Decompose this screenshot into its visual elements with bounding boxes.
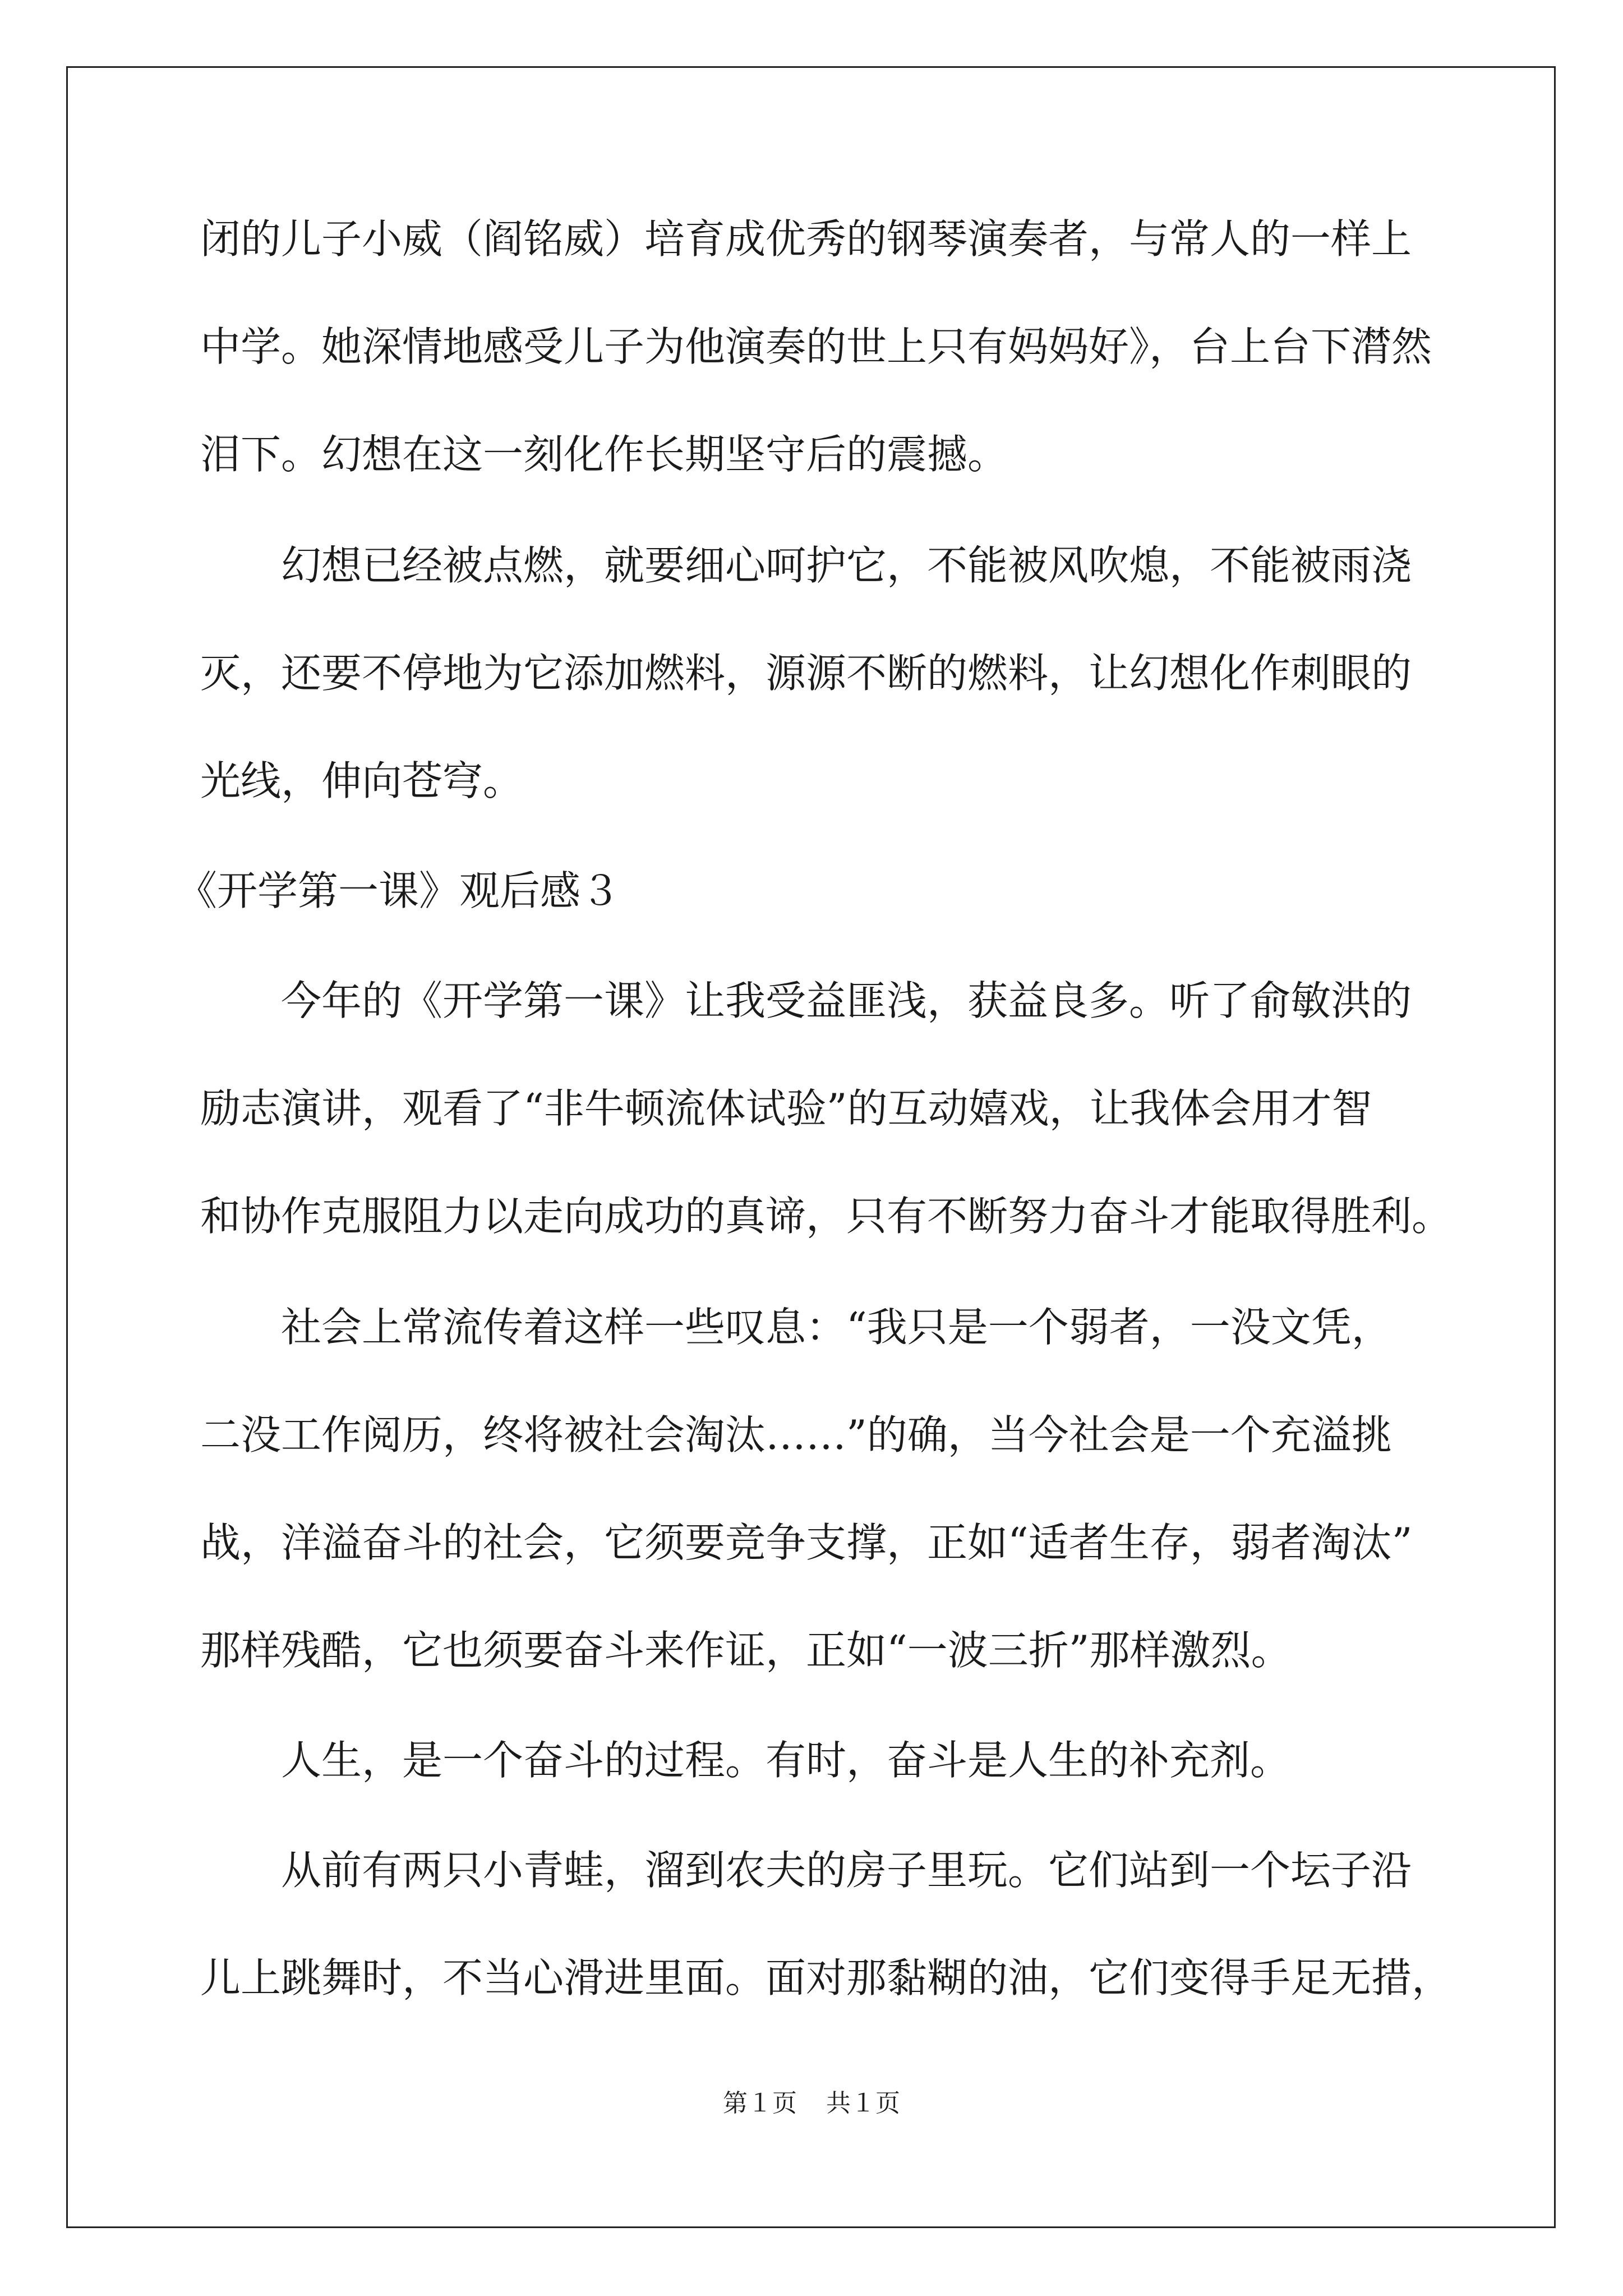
total-pages: 共１页 <box>826 2089 900 2118</box>
section-heading: 《开学第一课》观后感３ <box>177 867 621 914</box>
text-line: 光线，伸向苍穹。 <box>200 757 524 804</box>
text-line: 战，洋溢奋斗的社会，它须要竞争支撑，正如“适者生存，弱者淘汰” <box>200 1519 1413 1566</box>
page-number: 第１页 <box>723 2089 797 2118</box>
text-line: 灭，还要不停地为它添加燃料，源源不断的燃料，让幻想化作刺眼的 <box>200 650 1412 697</box>
text-line: 励志演讲，观看了“非牛顿流体试验”的互动嬉戏，让我体会用才智 <box>200 1085 1372 1132</box>
page-border <box>66 66 1556 2228</box>
paragraph-start-line: 从前有两只小青蛙，溜到农夫的房子里玩。它们站到一个坛子沿 <box>281 1847 1412 1894</box>
paragraph-start-line: 人生，是一个奋斗的过程。有时，奋斗是人生的补充剂。 <box>281 1737 1291 1784</box>
text-line: 闭的儿子小威（阎铭威）培育成优秀的钢琴演奏者，与常人的一样上 <box>200 215 1412 263</box>
text-line: 和协作克服阻力以走向成功的真谛，只有不断努力奋斗才能取得胜利。 <box>200 1193 1453 1240</box>
page-footer <box>0 2087 1623 2120</box>
paragraph-start-line: 社会上常流传着这样一些叹息：“我只是一个弱者，一没文凭， <box>281 1304 1392 1351</box>
paragraph-start-line: 今年的《开学第一课》让我受益匪浅，获益良多。听了俞敏洪的 <box>281 977 1412 1024</box>
text-line: 泪下。幻想在这一刻化作长期坚守后的震撼。 <box>200 431 1008 478</box>
text-line: 二没工作阅历，终将被社会淘汰……”的确，当今社会是一个充溢挑 <box>200 1411 1392 1458</box>
text-line: 那样残酷，它也须要奋斗来作证，正如“一波三折”那样激烈。 <box>200 1627 1292 1674</box>
paragraph-start-line: 幻想已经被点燃，就要细心呵护它，不能被风吹熄，不能被雨浇 <box>281 542 1412 589</box>
text-line: 儿上跳舞时，不当心滑进里面。面对那黏糊的油，它们变得手足无措， <box>200 1954 1453 2001</box>
text-line: 中学。她深情地感受儿子为他演奏的世上只有妈妈好》，台上台下潸然 <box>200 323 1432 370</box>
